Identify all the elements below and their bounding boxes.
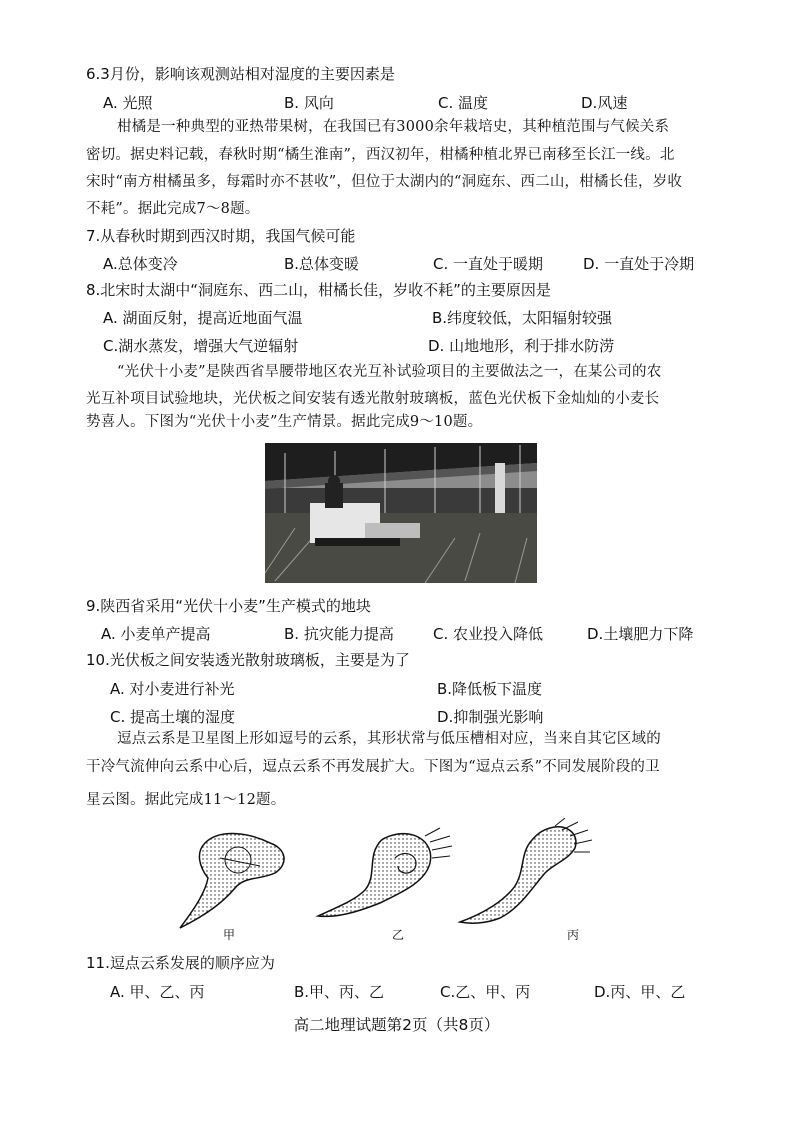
solar-passage-line-1: “光伏十小麦”是陕西省旱腰带地区农光互补试验项目的主要做法之一，在某公司的农 <box>117 364 662 380</box>
q9-option-d: D.土壤肥力下降 <box>587 625 694 643</box>
comma-cloud-diagrams <box>170 818 620 943</box>
q6-option-c: C. 温度 <box>438 94 489 112</box>
cloud-label-jia: 甲 <box>223 928 236 942</box>
citrus-passage-line-4: 不耗”。据此完成7～8题。 <box>86 201 260 217</box>
q8-option-b: B.纬度较低，太阳辐射较强 <box>432 309 613 327</box>
cloud-passage-line-2: 干冷气流伸向云系中心后，逗点云系不再发展扩大。下图为“逗点云系”不同发展阶段的卫 <box>86 759 660 775</box>
q11-stem: 11.逗点云系发展的顺序应为 <box>86 954 275 972</box>
cloud-label-yi: 乙 <box>392 928 405 942</box>
q7-option-b: B.总体变暖 <box>284 255 360 273</box>
cloud-passage-line-3: 星云图。据此完成11～12题。 <box>86 792 286 808</box>
cloud-jia <box>180 834 284 928</box>
q10-option-b: B.降低板下温度 <box>437 680 543 698</box>
q11-option-a: A. 甲、乙、丙 <box>110 983 205 1001</box>
cloud-bing <box>460 818 592 923</box>
q8-option-c: C.湖水蒸发，增强大气逆辐射 <box>103 337 299 355</box>
q8-option-d: D. 山地地形，利于排水防涝 <box>428 337 615 355</box>
q7-stem: 7.从春秋时期到西汉时期，我国气候可能 <box>86 227 356 245</box>
q8-option-a: A. 湖面反射，提高近地面气温 <box>103 309 303 327</box>
q8-stem: 8.北宋时太湖中“洞庭东、西二山，柑橘长佳，岁收不耗”的主要原因是 <box>86 281 551 299</box>
citrus-passage-line-2: 密切。据史料记载，春秋时期“橘生淮南”，西汉初年，柑橘种植北界已南移至长江一线。北 <box>86 147 675 163</box>
q10-stem: 10.光伏板之间安装透光散射玻璃板，主要是为了 <box>86 651 410 669</box>
q6-stem: 6.3月份，影响该观测站相对湿度的主要因素是 <box>86 65 395 83</box>
q9-option-a: A. 小麦单产提高 <box>101 625 211 643</box>
q10-option-a: A. 对小麦进行补光 <box>110 680 235 698</box>
page-footer: 高二地理试题第2页（共8页） <box>293 1016 500 1034</box>
q9-option-c: C. 农业投入降低 <box>433 625 544 643</box>
solar-wheat-photo <box>265 443 537 583</box>
cloud-yi <box>318 828 452 916</box>
q6-option-b: B. 风向 <box>284 94 334 112</box>
solar-passage-line-2: 光互补项目试验地块，光伏板之间安装有透光散射玻璃板，蓝色光伏板下金灿灿的小麦长 <box>86 391 660 407</box>
q6-option-a: A. 光照 <box>103 94 153 112</box>
q6-option-d: D.风速 <box>581 94 628 112</box>
q11-option-d: D.丙、甲、乙 <box>594 983 686 1001</box>
cloud-label-bing: 丙 <box>567 928 580 942</box>
q7-option-a: A.总体变冷 <box>103 255 178 273</box>
q10-option-c: C. 提高土壤的湿度 <box>110 708 236 726</box>
q9-option-b: B. 抗灾能力提高 <box>284 625 394 643</box>
solar-passage-line-3: 势喜人。下图为“光伏十小麦”生产情景。据此完成9～10题。 <box>86 414 483 430</box>
q11-option-c: C.乙、甲、丙 <box>440 983 531 1001</box>
q7-option-c: C. 一直处于暖期 <box>433 255 544 273</box>
q10-option-d: D.抑制强光影响 <box>437 708 544 726</box>
q11-option-b: B.甲、丙、乙 <box>294 983 385 1001</box>
citrus-passage-line-1: 柑橘是一种典型的亚热带果树，在我国已有3000余年栽培史，其种植范围与气候关系 <box>117 119 670 135</box>
q9-stem: 9.陕西省采用“光伏十小麦”生产模式的地块 <box>86 597 371 615</box>
cloud-passage-line-1: 逗点云系是卫星图上形如逗号的云系，其形状常与低压槽相对应，当来自其它区域的 <box>117 731 661 747</box>
citrus-passage-line-3: 宋时“南方柑橘虽多，每霜时亦不甚收”，但位于太湖内的“洞庭东、西二山，柑橘长佳，岁收 <box>86 174 683 190</box>
q7-option-d: D. 一直处于冷期 <box>583 255 695 273</box>
